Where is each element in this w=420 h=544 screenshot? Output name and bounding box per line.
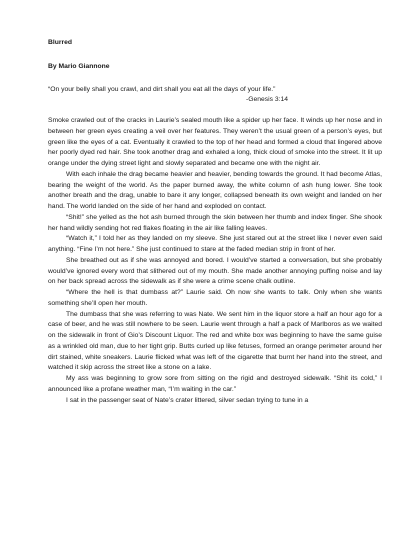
document-page <box>48 38 382 406</box>
author-byline: By Mario Giannone <box>48 62 110 70</box>
paragraph: “Watch it,” I told her as they landed on my sleeve. She just stared out at the street like I never even said anything. “Fine I’m not here.” She just continued to stare at the faded median strip in front of her. <box>48 235 382 253</box>
paragraph: She breathed out as if she was annoyed and bored. I would’ve started a conversation, but she probably would’ve ignored every word that slithered out of my mouth. She made another annoying puffing noise and lay on her back spread across the sidewalk as if she were a crime scene chalk outline. <box>48 256 382 286</box>
paragraph: With each inhale the drag became heavier and heavier, bending towards the ground. It had become Atlas, bearing the weight of the world. As the paper burned away, the white column of ash hung lower. She took another breath and the drag, unable to bare it any longer, collapsed beneath its own weight and landed on her hand. The world landed on the side of her hand and exploded on contact. <box>48 170 382 210</box>
paragraph: My ass was beginning to grow sore from sitting on the rigid and destroyed sidewalk. “Shit its cold,” I announced like a profane weather man, “I’m waiting in the car.” <box>48 375 382 393</box>
epigraph-quote: “On your belly shall you crawl, and dirt shall you eat all the days of your life.” <box>48 85 276 93</box>
paragraph: Smoke crawled out of the cracks in Laurie’s sealed mouth like a spider up her face. It winds up her nose and in between her green eyes creating a veil over her features. They weren’t the usual green of a person’s eyes, but green like the eyes of a cat. Eventually it crawled to the top of her head and formed a cloud that lingered above her poorly dyed red hair. She took another drag and exhaled a long, thick cloud of smoke into the street. It lit up orange under the dying street light and slowly separated and became one with the night air. <box>48 117 382 167</box>
epigraph-citation: -Genesis 3:14 <box>246 96 289 104</box>
paragraph: The dumbass that she was referring to was Nate. We sent him in the liquor store a half an hour ago for a case of beer, and he was still nowhere to be seen. Laurie went through a half a pack of Marlboros as we waited on the sidewalk in front of Gio’s Discount Liquor. The red and white box was beginning to have the same guise as a wrinkled old man, due to her tight grip. Butts curled up like fetuses, formed an orange perimeter around her dirt stained, white sneakers. Laurie flicked what was left of the cigarette that burnt her hand into the street, and watched it skip across the street like a stone on a lake. <box>48 310 382 372</box>
paragraph: I sat in the passenger seat of Nate’s crater littered, silver sedan trying to tune in a <box>66 396 309 404</box>
paragraph: “Shit!” she yelled as the hot ash burned through the skin between her thumb and index finger. She shook her hand wildly sending hot red flakes floating in the air like falling leaves. <box>48 213 382 232</box>
story-title: Blurred <box>48 39 73 46</box>
paragraph: “Where the hell is that dumbass at?” Laurie said. Oh now she wants to talk. Only when she wants something she’ll open her mouth. <box>48 289 382 307</box>
